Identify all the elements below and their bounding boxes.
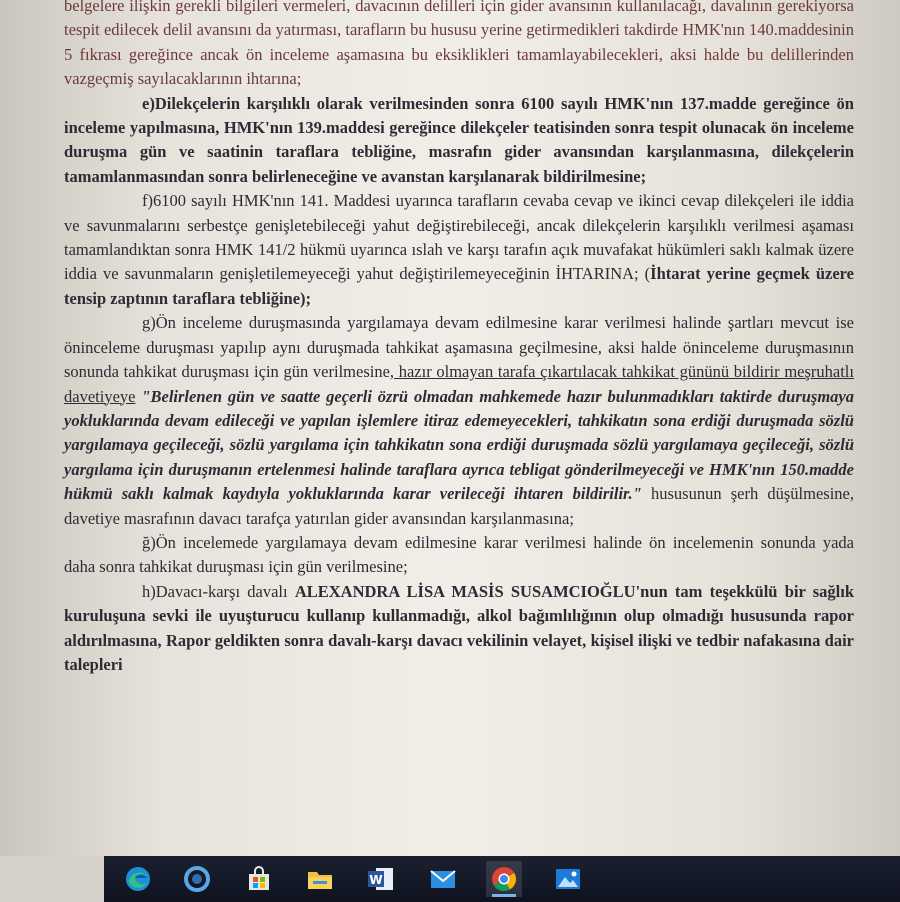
paragraph-g-end: hususunun şerh düşülmesine, davetiye masrafının davacı tarafça yatırılan gider avansından karşılanmasına;: [64, 484, 854, 528]
paragraph-h-bold: ALEXANDRA LİSA MASİS SUSAMCIOĞLU'nun tam teşekkülü bir sağlık kuruluşuna sevki ile uyuşturucu kullanıp kullanmadığı, alkol bağımlılığının olup olmadığı hususunda rapor aldırılmasına, Rapor geldikten sonra davalı-karşı davacı vekilinin velayet, kişisel ilişki ve tedbir nafakasına dair talepleri: [64, 581, 854, 674]
edge-icon[interactable]: [120, 861, 156, 897]
taskbar-left-strip: [0, 856, 104, 902]
paragraph-f: [64, 189, 854, 311]
document-body: [64, 0, 854, 677]
paragraph-g: [64, 311, 854, 531]
paragraph-e: e)Dilekçelerin karşılıklı olarak verilmesinden sonra 6100 sayılı HMK'nın 137.madde gereğince ön inceleme yapılmasına, HMK'nın 139.maddesi gereğince dilekçeler teatisinden sonra tespit olunacak ön inceleme duruşma gün ve saatinin taraflara tebliğine, masrafın gider avansından karşılanmasına, dilekçelerin tamamlanmasından sonra belirleneceğine ve avanstan karşılanarak bildirilmesine;: [64, 93, 854, 186]
paragraph-g-text: g)Ön inceleme duruşmasında yargılamaya devam edilmesine karar verilmesi halinde şartları mevcut ise öninceleme duruşması yapılıp aynı duruşmada tahkikat aşamasına geçilmesine, aksi halde öninceleme duruşmasının sonunda tahkikat duruşması için gün verilmesine,: [64, 313, 854, 382]
paragraph-g-quote: "Belirlenen gün ve saatte geçerli özrü olmadan mahkemede hazır bulunmadıkları taktirde duruşmaya yokluklarında devam edileceği ve yapılan işlemlere itiraz edemeyecekleri, tahkikatın sona erdiği duruşmada sözlü yargılamaya geçileceği, sözlü yargılama için tahkikatın sona erdiği duruşmada sözlü yargılamaya geçileceği, sözlü yargılama için duruşmanın ertelenmesi halinde taraflara ayrıca tebligat gönderilmeyeceği ve HMK'nın 150.madde hükmü saklı kalmak kaydıyla yokluklarında karar verileceği ihtaren bildirilir.": [64, 386, 855, 504]
paragraph-f-text: f)6100 sayılı HMK'nın 141. Maddesi uyarınca tarafların cevaba cevap ve ikinci cevap dilekçeleri ile iddia ve savunmalarını serbestçe genişletebileceği yahut değiştirebileceği, ancak dilekçelerin karşılıklı verilmesi aşaması tamamlandıktan sonra HMK 141/2 hükmü uyarınca ıslah ve karşı tarafın açık muvafakat hükümleri saklı kalmak üzere iddia ve savunmaların genişletilemeyeceği yahut değiştirilemeyeceğinin İHTARINA; (: [64, 191, 854, 284]
file-explorer-icon[interactable]: [302, 861, 338, 897]
paragraph-h: [64, 580, 854, 678]
word-icon[interactable]: [363, 861, 399, 897]
paragraph-d: belgelere ilişkin gerekli bilgileri vermeleri, davacının delilleri için gider avansının kullanılacağı, davalının gerekiyorsa tespit edilecek delil avansını da yatırması, tarafların bu hususu yerine getirmedikleri takdirde HMK'nın 140.maddesinin 5 fıkrası gereğince ancak ön inceleme aşamasına bu eksiklikleri tamamlayabilecekleri, aksi halde bu delillerinden vazgeçmiş sayılacaklarının ihtarına;: [64, 0, 854, 89]
paragraph-f-bold: İhtarat yerine geçmek üzere tensip zaptının taraflara tebliğine);: [64, 264, 854, 308]
mail-icon[interactable]: [425, 861, 461, 897]
svg-text:W: W: [369, 873, 383, 887]
paragraph-g-underline: hazır olmayan tarafa çıkartılacak tahkikat gününü bildirir meşruhatlı davetiyeye: [64, 362, 854, 406]
store-icon[interactable]: [241, 861, 277, 897]
chrome-icon[interactable]: [486, 861, 522, 897]
photos-icon[interactable]: [550, 861, 586, 897]
paragraph-h-text: h)Davacı-karşı davalı: [142, 581, 295, 601]
paragraph-gg: ğ)Ön incelemede yargılamaya devam edilmesine karar verilmesi halinde ön incelemenin sonunda yada daha sonra tahkikat duruşması için gün verilmesine;: [64, 532, 854, 577]
cortana-icon[interactable]: [179, 861, 215, 897]
